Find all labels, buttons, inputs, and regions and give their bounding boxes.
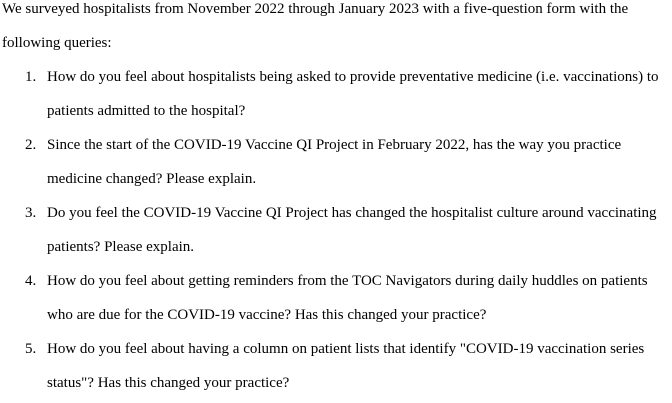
question-line-2: status"? Has this changed your practice? <box>47 375 290 391</box>
question-line-2: medicine changed? Please explain. <box>47 171 257 187</box>
question-line-1: How do you feel about hospitalists being asked to provide preventative medicine (i.e. vaccinations) to <box>47 69 659 85</box>
question-line-2: who are due for the COVID-19 vaccine? Has this changed your practice? <box>47 307 487 323</box>
question-number: 4. <box>25 273 37 289</box>
question-line-2: patients admitted to the hospital? <box>47 103 246 119</box>
question-line-1: How do you feel about getting reminders from the TOC Navigators during daily huddles on patients <box>47 273 648 289</box>
question-list <box>0 60 672 400</box>
question-line-1: Since the start of the COVID-19 Vaccine QI Project in February 2022, has the way you practice <box>47 137 622 153</box>
list-item <box>0 196 672 264</box>
list-item <box>0 128 672 196</box>
question-line-1: How do you feel about having a column on patient lists that identify "COVID-19 vaccination series <box>47 341 645 357</box>
intro-line-1: We surveyed hospitalists from November 2022 through January 2023 with a five-question form with the <box>2 1 629 17</box>
question-number: 1. <box>25 69 37 85</box>
list-item <box>0 332 672 400</box>
question-number: 5. <box>25 341 37 357</box>
question-line-2: patients? Please explain. <box>47 239 195 255</box>
list-item <box>0 264 672 332</box>
question-number: 3. <box>25 205 37 221</box>
question-text <box>0 332 672 400</box>
question-line-1: Do you feel the COVID-19 Vaccine QI Project has changed the hospitalist culture around vaccinating <box>47 205 657 221</box>
question-number: 2. <box>25 137 37 153</box>
question-text <box>0 196 672 264</box>
intro-line-2: following queries: <box>2 35 112 51</box>
question-text <box>0 60 672 128</box>
intro-paragraph <box>0 0 672 60</box>
question-text <box>0 264 672 332</box>
list-item <box>0 60 672 128</box>
question-text <box>0 128 672 196</box>
